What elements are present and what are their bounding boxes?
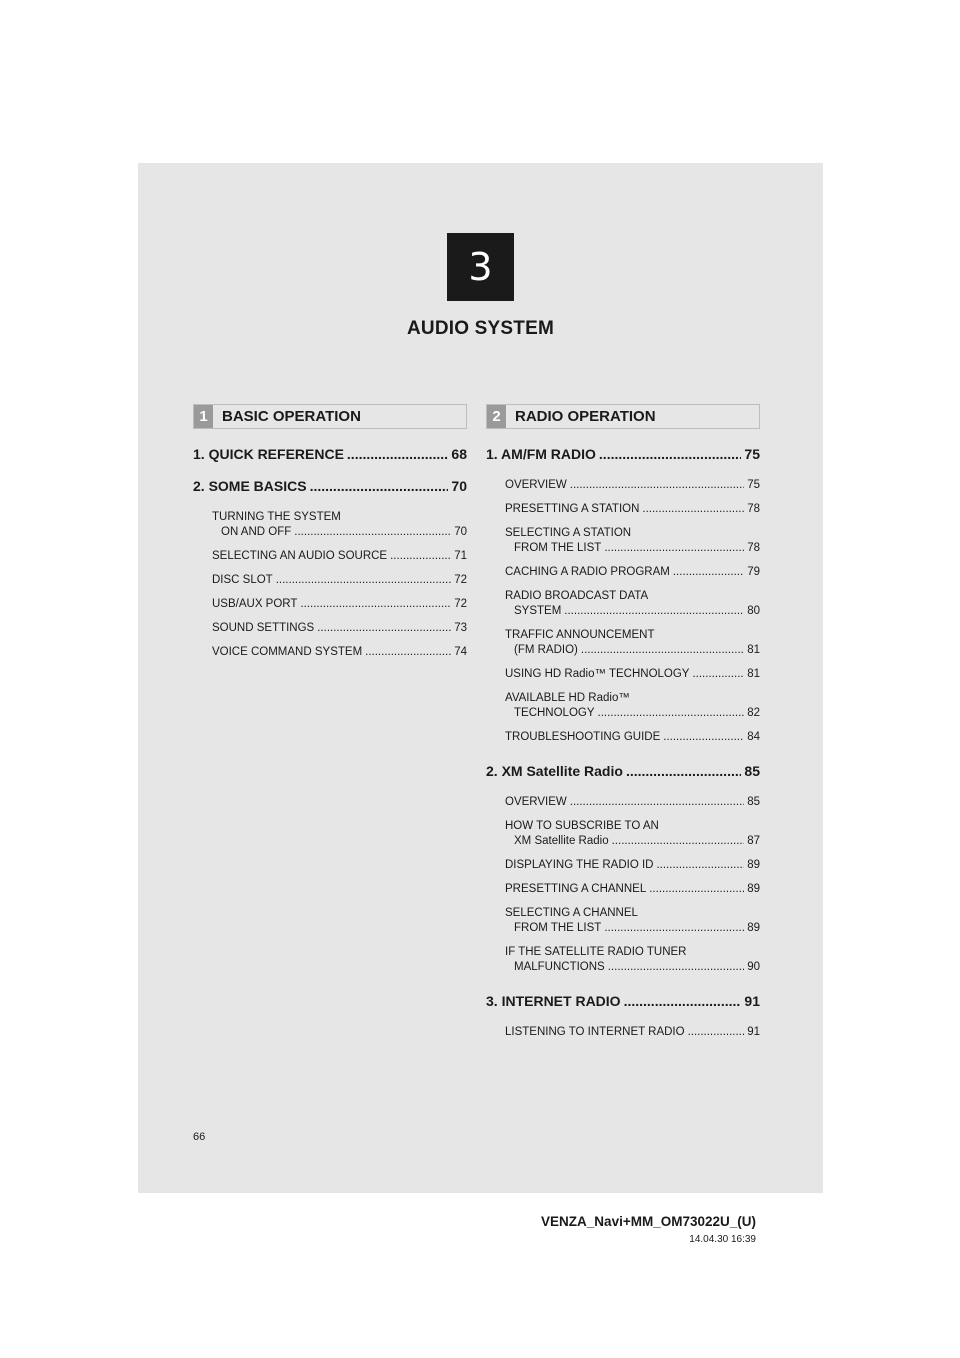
toc-entry-label: 2. SOME BASICS <box>193 478 307 494</box>
toc-sub-page: 79 <box>747 566 760 578</box>
toc-sub-label: DISPLAYING THE RADIO ID <box>505 859 654 871</box>
toc-sub-page: 74 <box>454 646 467 658</box>
toc-sub-line <box>505 604 760 619</box>
toc-sub-line <box>212 525 467 540</box>
toc-sub-label-cont: XM Satellite Radio <box>514 835 609 847</box>
toc-sub-label: SELECTING AN AUDIO SOURCE <box>212 550 388 562</box>
section-header-radio-operation <box>486 404 760 429</box>
dot-leader <box>656 858 744 873</box>
toc-sub-label: OVERVIEW <box>505 479 567 491</box>
toc-entry[interactable] <box>193 446 467 462</box>
chapter-title: AUDIO SYSTEM <box>406 318 555 339</box>
toc-sub-page: 85 <box>747 796 760 808</box>
toc-sub-label-cont: (FM RADIO) <box>514 644 578 656</box>
toc-sub-page: 81 <box>747 668 760 680</box>
page-number: 66 <box>193 1131 206 1143</box>
toc-sub-entry[interactable] <box>505 667 760 682</box>
section-header-basic-operation <box>193 404 467 429</box>
section-number: 2 <box>487 405 506 428</box>
toc-sub-line <box>505 1025 760 1040</box>
toc-sub-line <box>505 858 760 873</box>
toc-sub-page: 70 <box>454 526 467 538</box>
toc-sub-page: 80 <box>747 605 760 617</box>
dot-leader <box>598 706 745 721</box>
toc-sub-line <box>505 565 760 580</box>
toc-sub-line <box>505 921 760 936</box>
toc-entry-page: 68 <box>451 446 467 462</box>
toc-sub-entry[interactable] <box>505 628 760 658</box>
toc-sub-label: RADIO BROADCAST DATA <box>505 590 649 602</box>
toc-sub-page: 89 <box>747 922 760 934</box>
chapter-number-badge <box>447 233 514 301</box>
dot-leader <box>608 960 744 975</box>
toc-sub-entry[interactable] <box>505 945 760 975</box>
dot-leader <box>365 645 451 660</box>
dot-leader <box>612 834 745 849</box>
dot-leader <box>604 921 744 936</box>
toc-sub-entry[interactable] <box>505 502 760 517</box>
dot-leader <box>649 882 744 897</box>
dot-leader <box>276 573 451 588</box>
dot-leader <box>581 643 744 658</box>
section-number: 1 <box>194 405 213 428</box>
toc-sub-label: USB/AUX PORT <box>212 598 298 610</box>
dot-leader <box>570 478 744 493</box>
toc-sub-page: 89 <box>747 859 760 871</box>
toc-sub-entry[interactable] <box>212 573 467 588</box>
toc-sub-label: PRESETTING A STATION <box>505 503 640 515</box>
toc-sub-label: OVERVIEW <box>505 796 567 808</box>
toc-sub-entry[interactable] <box>212 597 467 612</box>
toc-sub-line <box>212 573 467 588</box>
toc-sub-label-cont: ON AND OFF <box>221 526 292 538</box>
dot-leader <box>347 446 449 462</box>
toc-sub-list <box>486 1025 760 1040</box>
toc-sub-entry[interactable] <box>505 1025 760 1040</box>
toc-sub-list <box>486 795 760 975</box>
toc-sub-line <box>505 706 760 721</box>
dot-leader <box>317 621 451 636</box>
dot-leader <box>626 763 741 779</box>
toc-sub-entry[interactable] <box>212 621 467 636</box>
dot-leader <box>688 1025 745 1040</box>
toc-sub-line <box>505 502 760 517</box>
toc-sub-label: TURNING THE SYSTEM <box>212 511 341 523</box>
toc-sub-label: TRAFFIC ANNOUNCEMENT <box>505 629 655 641</box>
toc-entry-label: 1. QUICK REFERENCE <box>193 446 344 462</box>
toc-sub-label: DISC SLOT <box>212 574 273 586</box>
toc-entry-page: 70 <box>451 478 467 494</box>
toc-sub-entry[interactable] <box>505 906 760 936</box>
toc-sub-entry[interactable] <box>505 691 760 721</box>
toc-entry-label: 1. AM/FM RADIO <box>486 446 596 462</box>
toc-sub-label: HOW TO SUBSCRIBE TO AN <box>505 820 659 832</box>
toc-sub-label-cont: SYSTEM <box>514 605 562 617</box>
toc-entry-page: 75 <box>744 446 760 462</box>
dot-leader <box>692 667 744 682</box>
toc-sub-page: 84 <box>747 731 760 743</box>
toc-sub-page: 72 <box>454 598 467 610</box>
toc-sub-line <box>212 597 467 612</box>
toc-sub-list <box>486 478 760 745</box>
toc-sub-label-cont: FROM THE LIST <box>514 542 602 554</box>
toc-sub-page: 89 <box>747 883 760 895</box>
dot-leader <box>390 549 451 564</box>
toc-sub-label: SOUND SETTINGS <box>212 622 315 634</box>
toc-sub-entry[interactable] <box>212 645 467 660</box>
toc-sub-line <box>505 730 760 745</box>
dot-leader <box>673 565 744 580</box>
toc-sub-page: 91 <box>747 1026 760 1038</box>
toc-sub-label: SELECTING A STATION <box>505 527 632 539</box>
dot-leader <box>599 446 742 462</box>
dot-leader <box>564 604 744 619</box>
toc-sub-page: 71 <box>454 550 467 562</box>
toc-entry-label: 2. XM Satellite Radio <box>486 763 623 779</box>
toc-sub-entry[interactable] <box>505 589 760 619</box>
toc-column-basic-operation <box>193 446 467 669</box>
toc-sub-entry[interactable] <box>505 478 760 493</box>
toc-sub-page: 73 <box>454 622 467 634</box>
section-title: RADIO OPERATION <box>515 408 656 425</box>
toc-sub-line <box>505 882 760 897</box>
document-id: VENZA_Navi+MM_OM73022U_(U) <box>541 1214 756 1229</box>
toc-entry[interactable] <box>193 478 467 494</box>
toc-sub-page: 78 <box>747 542 760 554</box>
toc-entry[interactable] <box>486 763 760 779</box>
toc-sub-entry[interactable] <box>212 510 467 540</box>
toc-column-radio-operation <box>486 446 760 1049</box>
toc-sub-label: AVAILABLE HD Radio™ <box>505 692 630 704</box>
toc-sub-page: 90 <box>747 961 760 973</box>
toc-sub-line <box>505 960 760 975</box>
toc-entry-label: 3. INTERNET RADIO <box>486 993 621 1009</box>
toc-sub-label-cont: MALFUNCTIONS <box>514 961 605 973</box>
dot-leader <box>570 795 744 810</box>
toc-sub-entry[interactable] <box>505 819 760 849</box>
dot-leader <box>624 993 742 1009</box>
toc-sub-label-cont: TECHNOLOGY <box>514 707 595 719</box>
toc-sub-entry[interactable] <box>505 526 760 556</box>
chapter-number: 3 <box>468 245 493 289</box>
toc-sub-page: 81 <box>747 644 760 656</box>
toc-sub-label: SELECTING A CHANNEL <box>505 907 638 919</box>
toc-sub-entry[interactable] <box>505 795 760 810</box>
toc-sub-label: PRESETTING A CHANNEL <box>505 883 647 895</box>
dot-leader <box>642 502 744 517</box>
toc-sub-label: CACHING A RADIO PROGRAM <box>505 566 670 578</box>
toc-sub-page: 75 <box>747 479 760 491</box>
toc-sub-entry[interactable] <box>505 565 760 580</box>
toc-sub-line <box>212 549 467 564</box>
toc-sub-list <box>193 510 467 660</box>
toc-sub-entry[interactable] <box>212 549 467 564</box>
toc-sub-page: 87 <box>747 835 760 847</box>
toc-sub-line <box>505 541 760 556</box>
toc-sub-page: 72 <box>454 574 467 586</box>
toc-sub-line <box>505 478 760 493</box>
timestamp: 14.04.30 16:39 <box>689 1234 756 1245</box>
toc-sub-entry[interactable] <box>505 858 760 873</box>
toc-sub-entry[interactable] <box>505 730 760 745</box>
toc-sub-line <box>505 795 760 810</box>
dot-leader <box>300 597 451 612</box>
dot-leader <box>310 478 449 494</box>
toc-sub-line <box>212 645 467 660</box>
toc-entry-page: 85 <box>744 763 760 779</box>
toc-sub-line <box>505 667 760 682</box>
toc-entry-page: 91 <box>744 993 760 1009</box>
toc-sub-entry[interactable] <box>505 882 760 897</box>
toc-sub-label: VOICE COMMAND SYSTEM <box>212 646 363 658</box>
dot-leader <box>663 730 744 745</box>
toc-entry[interactable] <box>486 446 760 462</box>
toc-sub-page: 82 <box>747 707 760 719</box>
toc-sub-line <box>505 834 760 849</box>
toc-sub-line <box>212 621 467 636</box>
toc-sub-label-cont: FROM THE LIST <box>514 922 602 934</box>
dot-leader <box>604 541 744 556</box>
toc-sub-label: TROUBLESHOOTING GUIDE <box>505 731 661 743</box>
section-title: BASIC OPERATION <box>222 408 361 425</box>
toc-entry[interactable] <box>486 993 760 1009</box>
toc-sub-label: USING HD Radio™ TECHNOLOGY <box>505 668 690 680</box>
toc-sub-page: 78 <box>747 503 760 515</box>
toc-sub-label: IF THE SATELLITE RADIO TUNER <box>505 946 687 958</box>
dot-leader <box>294 525 451 540</box>
toc-sub-label: LISTENING TO INTERNET RADIO <box>505 1026 685 1038</box>
toc-sub-line <box>505 643 760 658</box>
